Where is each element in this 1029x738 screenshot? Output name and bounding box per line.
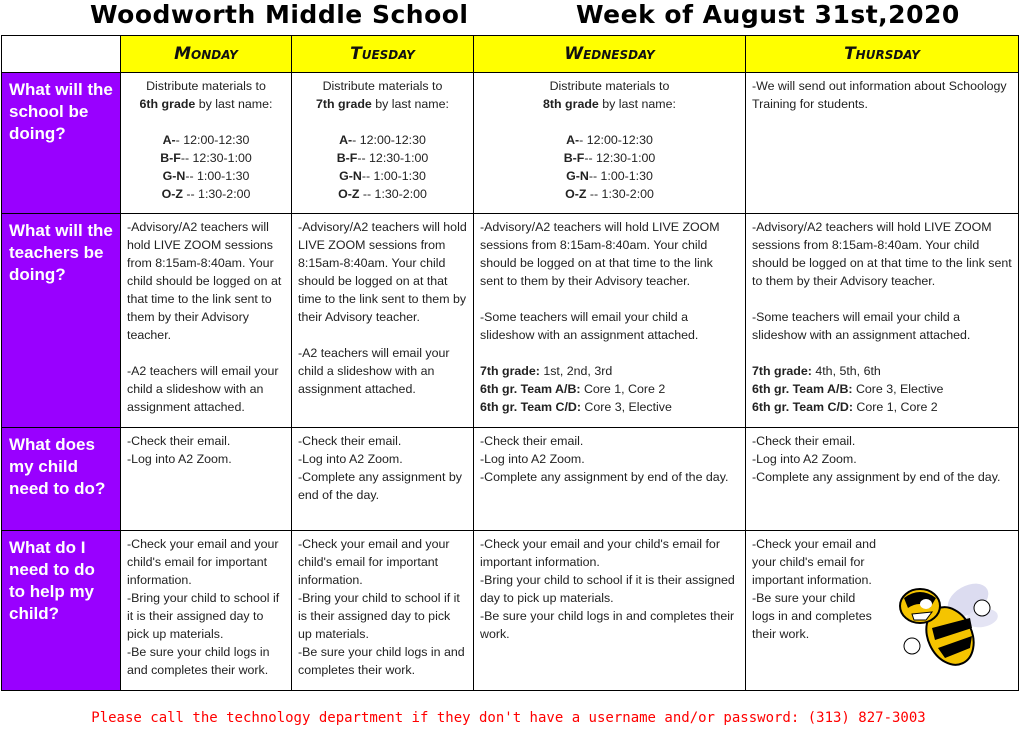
cell-line-text: -Complete any assignment by end of the day. bbox=[480, 470, 729, 484]
cell-line bbox=[298, 589, 467, 643]
cell-line bbox=[127, 432, 285, 450]
cell-line-text: Core 1, Core 2 bbox=[852, 400, 938, 414]
cell-wednesday bbox=[474, 214, 746, 428]
cell-line bbox=[480, 167, 739, 185]
cell-line-text: -Be sure your child logs in and completes their work. bbox=[298, 645, 465, 677]
cell-line bbox=[752, 290, 1012, 308]
day-monday: Monday bbox=[121, 36, 292, 73]
cell-line bbox=[480, 113, 739, 131]
cell-line bbox=[298, 218, 467, 326]
schedule-row bbox=[2, 531, 1019, 691]
cell-line-bold: G-N bbox=[339, 169, 362, 183]
cell-wednesday bbox=[474, 531, 746, 691]
cell-line-text: -Be sure your child logs in and completes their work. bbox=[127, 645, 270, 677]
day-tuesday: Tuesday bbox=[292, 36, 474, 73]
cell-line bbox=[752, 625, 888, 643]
schedule-row bbox=[2, 428, 1019, 531]
day-thursday: Thursday bbox=[746, 36, 1019, 73]
cell-line bbox=[752, 362, 1012, 380]
cell-line-text: -Advisory/A2 teachers will hold LIVE ZOOM sessions from 8:15am-8:40am. Your child should be logged on at that time to the link sent to them by their Advisory teacher. bbox=[752, 220, 1012, 288]
cell-line-text: -Check their email. bbox=[752, 434, 856, 448]
cell-line bbox=[480, 185, 739, 203]
cell-line bbox=[480, 450, 739, 468]
cell-line-text: -Check your email and your child's email for important information. bbox=[480, 537, 720, 569]
cell-wednesday bbox=[474, 428, 746, 531]
cell-line-text: -- 12:30-1:00 bbox=[357, 151, 429, 165]
cell-line bbox=[480, 95, 739, 113]
cell-line bbox=[480, 218, 739, 290]
cell-line bbox=[127, 167, 285, 185]
cell-line-text: -Check their email. bbox=[480, 434, 584, 448]
row-label: What will the school be doing? bbox=[2, 73, 121, 214]
cell-line-text: logs in and completes bbox=[752, 609, 872, 623]
cell-line-text: -Check your email and your child's email for important information. bbox=[127, 537, 279, 587]
cell-line-text: -Check your email and your child's email for important information. bbox=[752, 537, 876, 587]
cell-line-text: -We will send out information about Schoology Training for students. bbox=[752, 79, 1007, 111]
cell-line-text: -Complete any assignment by end of the day. bbox=[298, 470, 462, 502]
cell-line bbox=[752, 218, 1012, 290]
schedule-row bbox=[2, 73, 1019, 214]
cell-line bbox=[752, 468, 1012, 486]
cell-wednesday bbox=[474, 73, 746, 214]
cell-line bbox=[127, 450, 285, 468]
cell-line bbox=[480, 77, 739, 95]
cell-line-text: -Some teachers will email your child a slideshow with an assignment attached. bbox=[480, 310, 699, 342]
cell-line bbox=[298, 468, 467, 504]
footer-contact-note: Please call the technology department if they don't have a username and/or password: (313) 827-3003 bbox=[91, 710, 926, 726]
row-label: What does my child need to do? bbox=[2, 428, 121, 531]
cell-line-bold: A- bbox=[339, 133, 353, 147]
cell-line-text: -Advisory/A2 teachers will hold LIVE ZOOM sessions from 8:15am-8:40am. Your child should be logged on at that time to the link sent to them by their Advisory teacher. bbox=[127, 220, 282, 342]
cell-monday bbox=[121, 428, 292, 531]
cell-line bbox=[298, 113, 467, 131]
cell-line bbox=[752, 432, 1012, 450]
cell-line-text: 1st, 2nd, 3rd bbox=[539, 364, 613, 378]
cell-line bbox=[480, 432, 739, 450]
cell-line bbox=[127, 643, 285, 679]
cell-line bbox=[127, 344, 285, 362]
cell-line bbox=[480, 308, 739, 344]
cell-line-text: -- 1:30-2:00 bbox=[586, 187, 654, 201]
cell-line bbox=[752, 607, 888, 625]
cell-tuesday bbox=[292, 214, 474, 428]
cell-line-bold: B-F bbox=[160, 151, 181, 165]
cell-tuesday bbox=[292, 428, 474, 531]
cell-line-text: -- 12:30-1:00 bbox=[584, 151, 656, 165]
cell-line-bold: G-N bbox=[162, 169, 186, 183]
cell-line-bold: G-N bbox=[566, 169, 589, 183]
cell-line-bold: 6th gr. Team C/D: bbox=[480, 400, 581, 414]
cell-line bbox=[752, 450, 1012, 468]
cell-monday bbox=[121, 531, 292, 691]
cell-line bbox=[298, 535, 467, 589]
cell-line-bold: 6th gr. Team A/B: bbox=[480, 382, 581, 396]
cell-line bbox=[480, 344, 739, 362]
cell-line bbox=[298, 77, 467, 95]
hornet-mascot-image bbox=[890, 568, 1000, 678]
cell-line bbox=[127, 535, 285, 589]
cell-line-bold: 7th grade bbox=[316, 97, 372, 111]
cell-line-text: -Be sure your child bbox=[752, 591, 856, 605]
cell-line-text: -Log into A2 Zoom. bbox=[480, 452, 585, 466]
cell-line-text: - 12:00-12:30 bbox=[579, 133, 653, 147]
cell-line-text: -Check their email. bbox=[127, 434, 231, 448]
cell-line bbox=[298, 149, 467, 167]
cell-line-text: Distribute materials to bbox=[146, 79, 266, 93]
cell-line bbox=[752, 398, 1012, 416]
cell-line-bold: 7th grade: bbox=[752, 364, 812, 378]
cell-line bbox=[752, 380, 1012, 398]
cell-line bbox=[298, 450, 467, 468]
cell-line bbox=[752, 77, 1012, 113]
cell-thursday bbox=[746, 73, 1019, 214]
cell-line-text: -- 1:00-1:30 bbox=[588, 169, 653, 183]
cell-line bbox=[480, 149, 739, 167]
cell-line-text: -Check your email and your child's email for important information. bbox=[298, 537, 450, 587]
cell-line-text: -Bring your child to school if it is their assigned day to pick up materials. bbox=[480, 573, 735, 605]
school-title: Woodworth Middle School bbox=[90, 0, 469, 29]
cell-line bbox=[298, 344, 467, 398]
cell-line bbox=[298, 432, 467, 450]
cell-line bbox=[480, 535, 739, 571]
corner-cell bbox=[2, 36, 121, 73]
cell-monday bbox=[121, 214, 292, 428]
cell-line-text: -A2 teachers will email your child a slideshow with an assignment attached. bbox=[298, 346, 450, 396]
cell-line-text: -- 12:30-1:00 bbox=[180, 151, 252, 165]
cell-line bbox=[480, 380, 739, 398]
cell-thursday bbox=[746, 428, 1019, 531]
cell-line-text: -A2 teachers will email your child a slideshow with an assignment attached. bbox=[127, 364, 279, 414]
cell-line-bold: A- bbox=[162, 133, 176, 147]
cell-line-bold: 6th gr. Team C/D: bbox=[752, 400, 853, 414]
cell-line bbox=[752, 535, 888, 589]
cell-line-text: -Log into A2 Zoom. bbox=[752, 452, 857, 466]
cell-line-text: 4th, 5th, 6th bbox=[811, 364, 881, 378]
day-header-row bbox=[2, 36, 1019, 73]
cell-line bbox=[298, 326, 467, 344]
cell-line bbox=[127, 218, 285, 344]
cell-line-bold: A- bbox=[566, 133, 580, 147]
cell-line bbox=[480, 131, 739, 149]
cell-line bbox=[298, 131, 467, 149]
day-wednesday: Wednesday bbox=[474, 36, 746, 73]
cell-tuesday bbox=[292, 531, 474, 691]
cell-line bbox=[127, 149, 285, 167]
cell-line-bold: 7th grade: bbox=[480, 364, 540, 378]
cell-line bbox=[480, 607, 739, 643]
cell-line-bold: 8th grade bbox=[543, 97, 599, 111]
cell-line-bold: O-Z bbox=[565, 187, 587, 201]
cell-line-bold: B-F bbox=[563, 151, 585, 165]
cell-line-bold: 6th grade bbox=[139, 97, 196, 111]
cell-line-text: - 12:00-12:30 bbox=[175, 133, 250, 147]
row-label: What do I need to do to help my child? bbox=[2, 531, 121, 691]
cell-line-text: -Advisory/A2 teachers will hold LIVE ZOOM sessions from 8:15am-8:40am. Your child should be logged on at that time to the link sent to them by their Advisory teacher. bbox=[480, 220, 720, 288]
week-title: Week of August 31st,2020 bbox=[576, 0, 960, 29]
cell-line-text: Core 3, Elective bbox=[852, 382, 944, 396]
cell-line-text: Core 1, Core 2 bbox=[580, 382, 666, 396]
cell-line-text: Core 3, Elective bbox=[580, 400, 672, 414]
schedule-row bbox=[2, 214, 1019, 428]
cell-line bbox=[752, 589, 888, 607]
cell-line-text: Distribute materials to bbox=[322, 79, 443, 93]
cell-line-text: -Log into A2 Zoom. bbox=[298, 452, 403, 466]
cell-line-text: -Check their email. bbox=[298, 434, 402, 448]
cell-line bbox=[480, 362, 739, 380]
weekly-schedule-table bbox=[1, 35, 1019, 691]
cell-line bbox=[480, 290, 739, 308]
cell-line-text: - 12:00-12:30 bbox=[352, 133, 426, 147]
row-label: What will the teachers be doing? bbox=[2, 214, 121, 428]
cell-line-bold: O-Z bbox=[338, 187, 360, 201]
cell-line-text: by last name: bbox=[598, 97, 676, 111]
cell-line-text: their work. bbox=[752, 627, 810, 641]
cell-line bbox=[480, 398, 739, 416]
cell-line bbox=[127, 131, 285, 149]
cell-line-text: by last name: bbox=[195, 97, 273, 111]
cell-line bbox=[127, 113, 285, 131]
cell-tuesday bbox=[292, 73, 474, 214]
cell-line-bold: B-F bbox=[336, 151, 358, 165]
cell-line bbox=[127, 77, 285, 95]
cell-line bbox=[298, 185, 467, 203]
cell-line bbox=[298, 167, 467, 185]
cell-line-text: -- 1:00-1:30 bbox=[185, 169, 250, 183]
cell-line-text: -- 1:30-2:00 bbox=[182, 187, 251, 201]
cell-line bbox=[127, 95, 285, 113]
cell-line-text: -- 1:30-2:00 bbox=[359, 187, 427, 201]
cell-line-bold: O-Z bbox=[161, 187, 183, 201]
cell-line bbox=[298, 95, 467, 113]
cell-line-text: -Complete any assignment by end of the day. bbox=[752, 470, 1001, 484]
cell-line bbox=[298, 643, 467, 679]
cell-line bbox=[127, 589, 285, 643]
cell-line-text: -Some teachers will email your child a slideshow with an assignment attached. bbox=[752, 310, 971, 342]
cell-line bbox=[480, 571, 739, 607]
cell-monday bbox=[121, 73, 292, 214]
cell-line-bold: 6th gr. Team A/B: bbox=[752, 382, 853, 396]
cell-line-text: -- 1:00-1:30 bbox=[361, 169, 426, 183]
cell-line bbox=[127, 362, 285, 416]
cell-line bbox=[752, 344, 1012, 362]
cell-line-text: by last name: bbox=[371, 97, 449, 111]
cell-line-text: Distribute materials to bbox=[549, 79, 670, 93]
cell-line-text: -Bring your child to school if it is their assigned day to pick up materials. bbox=[298, 591, 460, 641]
cell-thursday bbox=[746, 214, 1019, 428]
cell-line-text: -Log into A2 Zoom. bbox=[127, 452, 232, 466]
cell-line-text: -Advisory/A2 teachers will hold LIVE ZOOM sessions from 8:15am-8:40am. Your child should be logged on at that time to the link sent to them by their Advisory teacher. bbox=[298, 220, 467, 324]
cell-line-text: -Be sure your child logs in and completes their work. bbox=[480, 609, 735, 641]
cell-line bbox=[480, 468, 739, 486]
cell-line bbox=[127, 185, 285, 203]
cell-line bbox=[752, 308, 1012, 344]
cell-line-text: -Bring your child to school if it is their assigned day to pick up materials. bbox=[127, 591, 280, 641]
